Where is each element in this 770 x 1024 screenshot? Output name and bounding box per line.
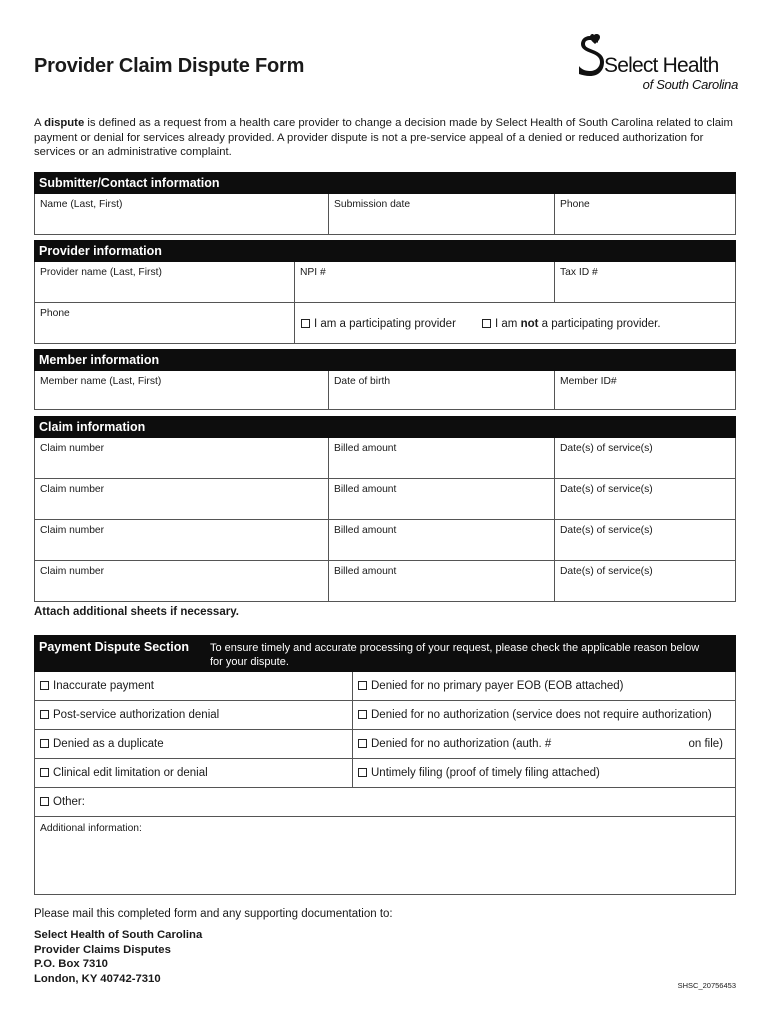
member-name-field[interactable]: Member name (Last, First) bbox=[35, 371, 329, 409]
page-title: Provider Claim Dispute Form bbox=[34, 55, 305, 77]
not-participating-option[interactable]: I am not a participating provider. bbox=[482, 318, 661, 330]
checkbox-icon[interactable] bbox=[358, 739, 367, 748]
section-heading: Provider information bbox=[34, 240, 736, 262]
claim-number-field[interactable]: Claim number bbox=[35, 438, 329, 478]
logo-mark-icon bbox=[576, 34, 606, 76]
additional-info-field[interactable]: Additional information: bbox=[34, 817, 736, 895]
section-heading: Claim information bbox=[34, 416, 736, 438]
mailing-address: Select Health of South Carolina Provider Claims Disputes P.O. Box 7310 London, KY 40742-7310 bbox=[34, 929, 203, 985]
select-health-logo bbox=[574, 34, 738, 94]
payment-dispute-section bbox=[34, 635, 736, 895]
participating-option[interactable]: I am a participating provider bbox=[301, 318, 456, 330]
section-heading: Submitter/Contact information bbox=[34, 172, 736, 194]
claim-row bbox=[34, 479, 736, 520]
intro-paragraph: A dispute is defined as a request from a health care provider to change a decision made by Select Health of South Carolina related to claim payment or denial for services already provided. A provider dispute is not a pre-service appeal of a denied or reduced authorization for services or an administrative complaint. bbox=[34, 117, 733, 158]
reason-post-service-auth[interactable]: Post-service authorization denial bbox=[35, 701, 353, 729]
submitter-name-field[interactable]: Name (Last, First) bbox=[35, 194, 329, 234]
claim-row bbox=[34, 561, 736, 602]
claim-row bbox=[34, 520, 736, 561]
dispute-reason-row bbox=[34, 759, 736, 788]
member-id-field[interactable]: Member ID# bbox=[560, 376, 617, 387]
checkbox-icon[interactable] bbox=[40, 797, 49, 806]
attach-note: Attach additional sheets if necessary. bbox=[34, 606, 239, 618]
dob-field[interactable]: Date of birth bbox=[329, 371, 555, 409]
mail-instructions: Please mail this completed form and any supporting documentation to: bbox=[34, 908, 393, 920]
logo-name: Select Health bbox=[604, 54, 719, 77]
service-dates-field[interactable]: Date(s) of service(s) bbox=[560, 443, 653, 454]
billed-amount-field[interactable]: Billed amount bbox=[329, 520, 555, 560]
provider-name-field[interactable]: Provider name (Last, First) bbox=[35, 262, 295, 302]
provider-phone-field[interactable]: Phone bbox=[35, 303, 295, 343]
billed-amount-field[interactable]: Billed amount bbox=[329, 438, 555, 478]
dispute-reason-row bbox=[34, 672, 736, 701]
checkbox-icon[interactable] bbox=[482, 319, 491, 328]
reason-no-auth-on-file[interactable]: Denied for no authorization (auth. # on file) bbox=[353, 730, 735, 758]
participation-options bbox=[295, 303, 735, 343]
section-heading: Member information bbox=[34, 349, 736, 371]
claim-section bbox=[34, 416, 736, 602]
payment-instructions: To ensure timely and accurate processing of your request, please check the applicable reason below for your dispute. bbox=[210, 642, 700, 668]
claim-row bbox=[34, 438, 736, 479]
tax-id-field[interactable]: Tax ID # bbox=[560, 267, 598, 278]
submission-date-field[interactable]: Submission date bbox=[329, 194, 555, 234]
checkbox-icon[interactable] bbox=[40, 768, 49, 777]
checkbox-icon[interactable] bbox=[301, 319, 310, 328]
reason-untimely-filing[interactable]: Untimely filing (proof of timely filing attached) bbox=[353, 759, 735, 787]
npi-field[interactable]: NPI # bbox=[295, 262, 555, 302]
member-section bbox=[34, 349, 736, 410]
service-dates-field[interactable]: Date(s) of service(s) bbox=[560, 525, 653, 536]
reason-duplicate[interactable]: Denied as a duplicate bbox=[35, 730, 353, 758]
service-dates-field[interactable]: Date(s) of service(s) bbox=[560, 484, 653, 495]
billed-amount-field[interactable]: Billed amount bbox=[329, 479, 555, 519]
reason-inaccurate-payment[interactable]: Inaccurate payment bbox=[35, 672, 353, 700]
reason-clinical-edit[interactable]: Clinical edit limitation or denial bbox=[35, 759, 353, 787]
reason-no-auth-not-required[interactable]: Denied for no authorization (service does not require authorization) bbox=[353, 701, 735, 729]
intro-bold-term: dispute bbox=[44, 117, 85, 129]
checkbox-icon[interactable] bbox=[358, 768, 367, 777]
claim-number-field[interactable]: Claim number bbox=[35, 561, 329, 601]
checkbox-icon[interactable] bbox=[40, 681, 49, 690]
checkbox-icon[interactable] bbox=[358, 681, 367, 690]
checkbox-icon[interactable] bbox=[40, 710, 49, 719]
submitter-phone-field[interactable]: Phone bbox=[560, 199, 590, 210]
dispute-reason-row bbox=[34, 701, 736, 730]
service-dates-field[interactable]: Date(s) of service(s) bbox=[560, 566, 653, 577]
reason-no-primary-eob[interactable]: Denied for no primary payer EOB (EOB attached) bbox=[353, 672, 735, 700]
logo-subtitle: of South Carolina bbox=[642, 77, 738, 92]
section-heading: Payment Dispute Section bbox=[39, 640, 190, 654]
checkbox-icon[interactable] bbox=[40, 739, 49, 748]
submitter-section bbox=[34, 172, 736, 235]
form-code: SHSC_20756453 bbox=[677, 981, 736, 990]
dispute-reason-row bbox=[34, 730, 736, 759]
claim-number-field[interactable]: Claim number bbox=[35, 520, 329, 560]
payment-heading-bar bbox=[34, 635, 736, 672]
reason-other[interactable]: Other: bbox=[35, 788, 735, 816]
provider-section bbox=[34, 240, 736, 344]
dispute-reason-row bbox=[34, 788, 736, 817]
claim-number-field[interactable]: Claim number bbox=[35, 479, 329, 519]
checkbox-icon[interactable] bbox=[358, 710, 367, 719]
billed-amount-field[interactable]: Billed amount bbox=[329, 561, 555, 601]
